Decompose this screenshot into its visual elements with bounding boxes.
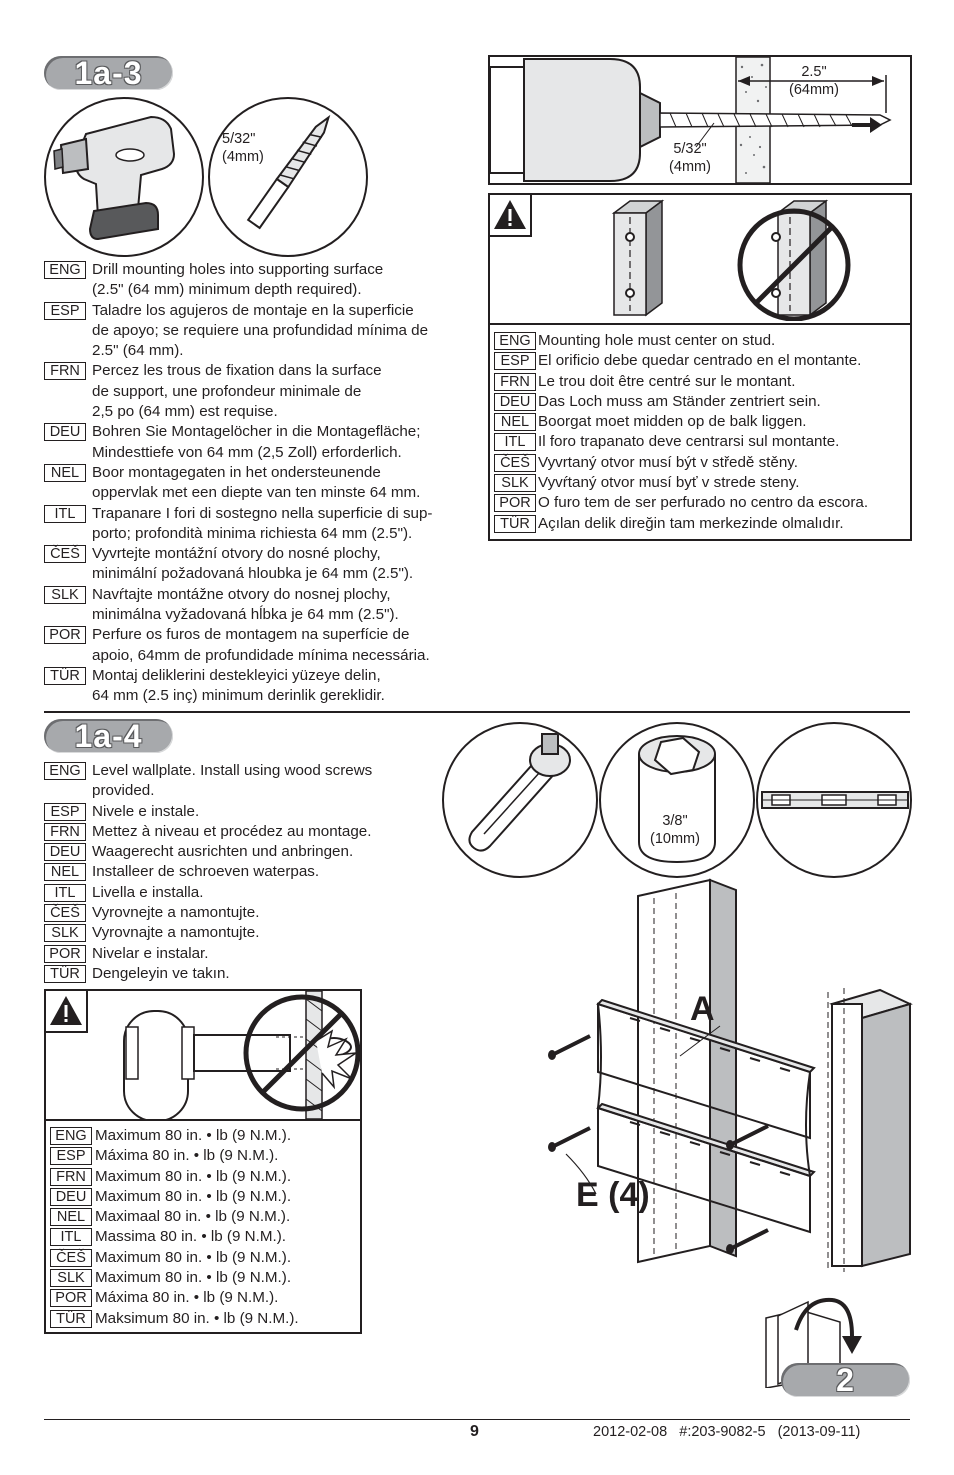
instruction-text: Das Loch muss am Ständer zentriert sein. [538,392,821,410]
lang-code: FRN [44,362,86,380]
lang-code: ITL [44,505,86,523]
instruction-text: Mettez à niveau et procédez au montage. [92,822,372,840]
wallplate-install-diagram [540,876,920,1276]
instruction-text: Maksimum 80 in. • lb (9 N.M.). [95,1309,299,1327]
lang-code: ITL [494,433,536,451]
bit-size-label: 5/32" (4mm) [222,131,264,165]
lang-code: POR [44,626,86,644]
drill-instructions [44,260,474,707]
ratchet-icon [444,724,596,876]
instruction-text: Açılan delik direğin tam merkezinde olmalıdır. [538,514,844,532]
wallplate-label: A [690,990,715,1028]
instruction-text: Drill mounting holes into supporting surface (2.5" (64 mm) minimum depth required). [92,261,384,299]
instruction-text: Percez les trous de fixation dans la surface de support, une profondeur minimale de 2,5 po (64 mm) est requise. [92,362,382,421]
instruction-text: Taladre los agujeros de montaje en la superficie de apoyo; se requiere una profundidad mínima de 2.5" (64 mm). [92,301,429,360]
lang-code: FRN [494,373,536,391]
lang-code: TÜR [50,1310,92,1328]
instruction-text: Maximaal 80 in. • lb (9 N.M.). [95,1208,291,1226]
instruction-text: Vyrovnejte a namontujte. [92,904,260,922]
instruction-text: Vyrovnajte a namontujte. [92,924,260,942]
lang-code: ČEŠ [44,904,86,922]
lang-code: TÜR [44,965,86,983]
step-title-1a3: 1a-3 [44,56,173,90]
lang-code: ČEŠ [494,454,536,472]
drill-bit-illustration [208,97,368,257]
footer-rule [44,1419,910,1420]
socket-icon [601,724,753,876]
instruction-text: Bohren Sie Montagelöcher in die Montagefläche; Mindesttiefe von 64 mm (2,5 Zoll) erforderlich. [92,423,421,461]
lang-code: TÜR [44,667,86,685]
torque-warning-box [44,989,362,1334]
lang-code: SLK [44,924,86,942]
lang-code: DEU [44,423,86,441]
lang-code: NEL [44,464,86,482]
drill-icon [46,99,202,255]
instruction-text: Level wallplate. Install using wood screws provided. [92,762,373,800]
lang-code: ESP [44,803,86,821]
instruction-text: Maximum 80 in. • lb (9 N.M.). [95,1187,292,1205]
warning-icon [46,991,86,1031]
warning-cell [46,991,88,1033]
drill-bit-icon [210,99,366,255]
instruction-text: Massima 80 in. • lb (9 N.M.). [95,1228,286,1246]
instruction-text: Maximum 80 in. • lb (9 N.M.). [95,1167,292,1185]
instruction-text: Dengeleyin ve takın. [92,964,230,982]
instruction-text: Navŕtajte montážne otvory do nosnej plochy, minimálna vyžadovaná hĺbka je 64 mm (2.5"). [92,585,399,624]
drill-depth-label: 2.5" (64mm) [789,64,839,98]
instruction-text: Boorgat moet midden op de balk liggen. [538,413,807,431]
lang-code: NEL [494,413,536,431]
lang-code: SLK [44,586,86,604]
instruction-text: Montaj deliklerini destekleyici yüzeye delin, 64 mm (2.5 inç) minimum derinlik gereklidir. [92,666,385,705]
wood-screws-label: E (4) [576,1176,650,1214]
page-number: 9 [470,1423,479,1440]
lang-code: TÜR [494,515,536,533]
ratchet-illustration [442,722,598,878]
level-illustration [756,722,912,878]
level-instructions [44,761,424,984]
section-divider [44,711,910,713]
instruction-text: Livella e installa. [92,883,204,901]
lang-code: ENG [44,762,86,780]
lang-code: DEU [50,1188,92,1206]
lang-code: ITL [50,1228,92,1246]
instruction-text: Mounting hole must center on stud. [538,332,776,349]
instruction-text: Trapanare I fori di sostegno nella superficie di sup- porto; profondità minima richiesta 64 mm (2.5"). [92,504,433,542]
lang-code: ESP [44,302,86,320]
stud-divider [490,323,910,325]
instruction-text: Nivele e instale. [92,802,200,820]
lang-code: ČEŠ [44,545,86,563]
instruction-text: Maximum 80 in. • lb (9 N.M.). [95,1248,292,1266]
socket-size-label: 3/8" (10mm) [650,813,700,847]
instruction-text: Vyvrtejte montážní otvory do nosné plochy, minimální požadovaná hloubka je 64 mm (2.5"). [92,545,414,583]
instruction-text: Il foro trapanato deve centrarsi sul montante. [538,433,840,451]
overtorque-diagram [106,991,360,1119]
instruction-text: Vyvrtaný otvor musí být v středě stěny. [538,453,798,471]
drill-bit-size-label: 5/32" (4mm) [669,141,711,175]
lang-code: SLK [50,1269,92,1287]
document-info: 2012-02-08 #:203-9082-5 (2013-09-11) [593,1424,861,1440]
lang-code: POR [494,494,536,512]
instruction-text: O furo tem de ser perfurado no centro da escora. [538,494,869,512]
lang-code: DEU [494,393,536,411]
stud-diagram [600,199,860,321]
lang-code: NEL [44,863,86,881]
lang-code: ENG [494,332,536,350]
lang-code: FRN [44,823,86,841]
socket-illustration [599,722,755,878]
instruction-text: Le trou doit être centré sur le montant. [538,372,796,390]
level-icon [758,724,910,876]
lang-code: SLK [494,474,536,492]
lang-code: ENG [44,261,86,279]
instruction-text: Vyvŕtaný otvor musí byť v strede steny. [538,474,800,492]
instruction-text: Boor montagegaten in het ondersteunende oppervlak met een diepte van ten minste 64 mm. [92,463,421,502]
torque-divider [46,1119,360,1121]
lang-code: ČEŠ [50,1249,92,1267]
torque-instructions [50,1126,356,1329]
lang-code: POR [50,1289,92,1307]
drill-illustration [44,97,204,257]
lang-code: ENG [50,1127,92,1145]
stud-instructions [494,331,908,534]
step-title-1a4: 1a-4 [44,719,173,753]
stud-warning-box [488,193,912,541]
lang-code: ITL [44,884,86,902]
lang-code: ESP [494,352,536,370]
lang-code: FRN [50,1168,92,1186]
warning-icon [490,195,530,235]
instruction-text: Nivelar e instalar. [92,944,209,962]
instruction-text: Máxima 80 in. • lb (9 N.M.). [95,1289,279,1307]
warning-cell [490,195,532,237]
lang-code: POR [44,945,86,963]
instruction-text: Máxima 80 in. • lb (9 N.M.). [95,1147,279,1165]
lang-code: ESP [50,1147,92,1165]
next-step-badge: 2 [781,1363,910,1397]
instruction-text: Maximum 80 in. • lb (9 N.M.). [95,1269,292,1287]
instruction-text: El orificio debe quedar centrado en el montante. [538,352,862,370]
lang-code: NEL [50,1208,92,1226]
instruction-text: Waagerecht ausrichten und anbringen. [92,843,354,861]
instruction-text: Installeer de schroeven waterpas. [92,863,320,881]
instruction-text: Maximum 80 in. • lb (9 N.M.). [95,1127,292,1144]
lang-code: DEU [44,843,86,861]
instruction-text: Perfure os furos de montagem na superfície de apoio, 64mm de profundidade mínima necessária. [92,626,430,664]
